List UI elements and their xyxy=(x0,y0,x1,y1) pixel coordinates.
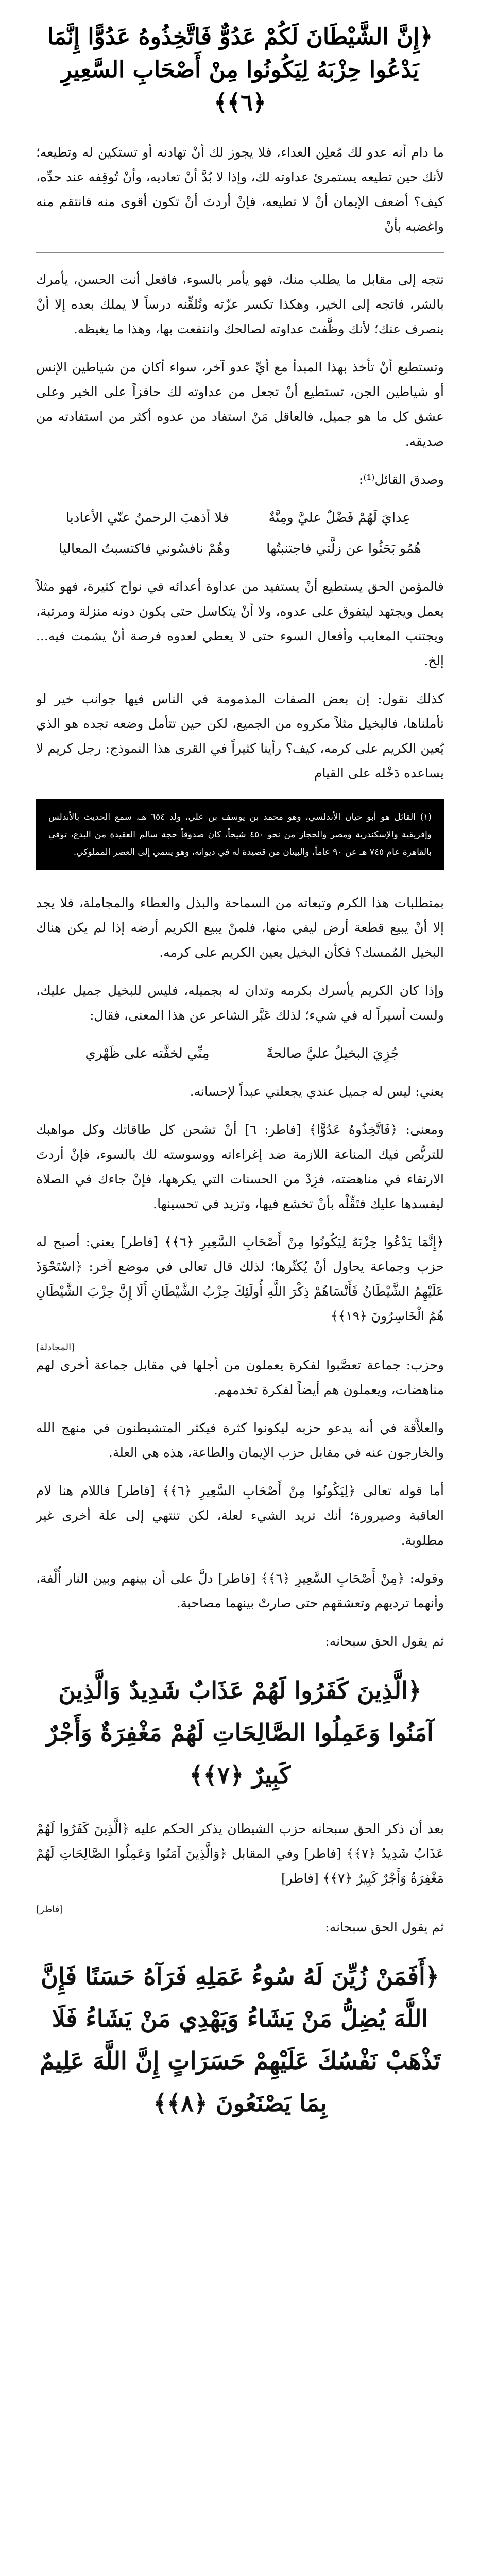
paragraph: ﴿إِنَّمَا يَدْعُوا حِزْبَهُ لِيَكُونُوا مِنْ أَصْحَابِ السَّعِيرِ ﴿٦﴾﴾ [فاطر] يعني: أصبح له حزب وجماعة يحاول أنْ يُكثّرها؛ لذلك قال تعالى في موضع آخر: ﴿اسْتَحْوَذَ عَلَيْهِمُ الشَّيْطَانُ فَأَنْسَاهُمْ ذِكْرَ اللَّهِ أُولَئِكَ حِزْبُ الشَّيْطَانِ أَلَا إِنَّ حِزْبَ الشَّيْطَانِ هُمُ الْخَاسِرُونَ ﴿١٩﴾﴾ xyxy=(36,1234,444,1324)
hemistich: هُمُو بَحَثُوا عن زلَّتي فاجتنبتُها xyxy=(266,541,421,556)
paragraph: كذلك نقول: إن بعض الصفات المذمومة في الناس فيها جوانب خير لو تأملناها، فالبخيل مثلاً مكروه من الجميع، لكن حين تتأمل وضعه تجده هو الذي يُعين الكريم على كرمه، كيف؟ رأينا كثيراً في القرى هذا النموذج: رجل كريم لا يساعده دَخْله على القيام xyxy=(36,691,444,781)
paragraph: ومعنى: ﴿فَاتَّخِذُوهُ عَدُوًّا﴾ [فاطر: ٦] أنْ تشحن كل طاقاتك وكل مواهبك للتربُّص فيك المناعة اللازمة ضد إغراءاته ووسوسته لك بالسوء، فإنْ أردتَ الارتقاء في مناهضته، فزِدْ من الحسنات التي يكرهها، فإنْ جاءك في الصلاة ليفسدها عليك فتَقِّلْه بأنْ تخشع فيها، وتزيد في تحسينها. xyxy=(36,1122,444,1211)
verse-block: ﴿الَّذِينَ كَفَرُوا لَهُمْ عَذَابٌ شَدِيدٌ وَالَّذِينَ آمَنُوا وَعَمِلُوا الصَّالِحَاتِ لَهُمْ مَغْفِرَةٌ وَأَجْرٌ كَبِيرٌ ﴿٧﴾﴾ xyxy=(46,1676,434,1789)
reference-fatir: [فاطر] xyxy=(36,1904,63,1915)
hemistich: وهُمْ نافسُوني فاكتسبتُ المعاليا xyxy=(59,541,231,556)
reference-mujadala: [المجادلة] xyxy=(36,1342,75,1353)
footnote: (١) القائل هو أبو حيان الأندلسي، وهو محمد بن يوسف بن علي، ولد ٦٥٤ هـ، سمع الحديث بالأندلس وإفريقية والإسكندرية ومصر والحجاز من نحو ٤٥٠ شيخاً، كان صدوقاً حجة سالم العقيدة من البدع، توفي بالقاهرة عام ٧٤٥ هـ عن ٩٠ عاماً، والبيتان من قصيدة له في ديوانه، وهو ينتمي إلى العصر المملوكي. xyxy=(36,799,444,870)
hemistich: فلا أذهبَ الرحمنُ عنّي الأعاديا xyxy=(65,510,229,526)
poem xyxy=(36,505,444,561)
poem-line xyxy=(59,536,421,561)
poem xyxy=(36,1041,444,1066)
paragraph: يعني: ليس له جميل عندي يجعلني عبداً لإحسانه. xyxy=(190,1084,444,1099)
paragraph: فالمؤمن الحق يستطيع أنْ يستفيد من عداوة أعدائه في نواح كثيرة، فهو مثلاً يعمل ويجتهد ليتفوق على عدوه، ولا أنْ يتكاسل حتى يكون دونه منزلة ومرتبة، ويجتنب المعايب وأفعال السوء حتى لا يعطي لعدوه فرصة أنْ يشمت فيه... إلخ. xyxy=(36,579,444,668)
verse-header: ﴿إِنَّ الشَّيْطَانَ لَكُمْ عَدُوٌّ فَاتَّخِذُوهُ عَدُوًّا إِنَّمَا يَدْعُوا حِزْبَهُ لِيَكُونُوا مِنْ أَصْحَابِ السَّعِيرِ ﴿٦﴾﴾ xyxy=(47,24,433,116)
divider xyxy=(36,252,444,253)
poem-line xyxy=(66,505,415,530)
verse-block: ﴿أَفَمَنْ زُيِّنَ لَهُ سُوءُ عَمَلِهِ فَرَآهُ حَسَنًا فَإِنَّ اللَّهَ يُضِلُّ مَنْ يَشَاءُ وَيَهْدِي مَنْ يَشَاءُ فَلَا تَذْهَبْ نَفْسُكَ عَلَيْهِمْ حَسَرَاتٍ إِنَّ اللَّهَ عَلِيمٌ بِمَا يَصْنَعُونَ ﴿٨﴾﴾ xyxy=(39,1962,441,2117)
paragraph: أما قوله تعالى ﴿لِيَكُونُوا مِنْ أَصْحَابِ السَّعِيرِ ﴿٦﴾﴾ [فاطر] فاللام هنا لام العاقبة وصيرورة؛ أنك تريد الشيء لعلة، لكن تنتهي إلى علة أخرى غير مطلوبة. xyxy=(36,1483,444,1548)
paragraph: وتستطيع أنْ تأخذ بهذا المبدأ مع أيِّ عدو آخر، سواء أكان من شياطين الإنس أو شياطين الجن، تستطيع أنْ تجعل من عداوته لك حافزاً على الخير وعلى عشق كل ما هو جميل، فالعاقل مَنْ استفاد من عدوه أكثر من استفادته من صديقه. xyxy=(36,360,444,449)
poem-line xyxy=(73,1041,407,1066)
paragraph: وصدق القائل⁽¹⁾: xyxy=(358,472,444,487)
paragraph: وقوله: ﴿مِنْ أَصْحَابِ السَّعِيرِ ﴿٦﴾﴾ [فاطر] دلَّ على أن بينهم وبين النار أُلْفة، وأنهما ترديهم وتعشقهم حتى صارتْ بينهما مصاحبة. xyxy=(36,1571,444,1611)
paragraph: والعلاَّقة في أنه يدعو حزبه ليكونوا كثرة فيكثر المتشيطنون في منهج الله والخارجون عنه في مقابل حزب الإيمان والطاعة، هذه هي العلة. xyxy=(36,1420,444,1460)
paragraph: بعد أن ذكر الحق سبحانه حزب الشيطان يذكر الحكم عليه ﴿الَّذِينَ كَفَرُوا لَهُمْ عَذَابٌ شَدِيدٌ ﴿٧﴾﴾ [فاطر] وفي المقابل ﴿وَالَّذِينَ آمَنُوا وَعَمِلُوا الصَّالِحَاتِ لَهُمْ مَغْفِرَةٌ وَأَجْرٌ كَبِيرٌ ﴿٧﴾﴾ [فاطر] xyxy=(36,1821,444,1886)
hemistich: جُزِيَ البخيلُ عليَّ صالحةً xyxy=(266,1046,399,1061)
paragraph: ثم يقول الحق سبحانه: xyxy=(325,1920,444,1935)
paragraph: تتجه إلى مقابل ما يطلب منك، فهو يأمر بالسوء، فافعل أنت الحسن، يأمرك بالشر، فاتجه إلى الخير، وهكذا تكسر عزّته وتُلقِّنه درساً لا يملك بعده إلا أنْ ينصرف عنك؛ لأنك وظَّفتَ عداوته لصالحك وانتفعت بها، وهذا ما يغيظه. xyxy=(36,272,444,336)
paragraph: وإذا كان الكريم يأسرك بكرمه وتدان له بجميله، فليس للبخيل جميل عليك، ولست أسيراً له في شيء؛ لذلك عَبَّر الشاعر عن هذا المعنى، فقال: xyxy=(36,983,444,1023)
paragraph: بمتطلبات هذا الكرم وتبعاته من السماحة والبذل والعطاء والمجاملة، فلا يجد إلا أنْ يبيع قطعة أرض ليفي منها، فلمنْ يبيع الكريم أرضه إذا لم يكن هناك البخيل المُمسك؟ فكأن البخيل يعين الكريم على كرمه. xyxy=(36,895,444,960)
hemistich: مِنِّي لخفَّته على ظَهْري xyxy=(85,1046,210,1061)
paragraph: ما دام أنه عدو لك مُعلِن العداء، فلا يجوز لك أنْ تهادنه أو تستكين له وتطيعه؛ لأنك حين تطيعه يستمرئ عداوته لك، وإذا لا بُدَّ أنْ تعاديه، وأنْ تُوقِفه عند حدِّه، كيف؟ أضعف الإيمان أنْ لا تطيعه، فإنْ أردتَ أنْ تكون أقوى منه فانتقم منه واغضبه بأنْ xyxy=(36,145,444,234)
paragraph: وحزب: جماعة تعصَّبوا لفكرة يعملون من أجلها في مقابل جماعة أخرى لهم مناهضات، ويعملون هم أيضاً لفكرة تخدمهم. xyxy=(36,1358,444,1397)
hemistich: عِدايَ لَهُمْ فَضْلٌ عليَّ ومِنَّةٌ xyxy=(268,510,411,526)
paragraph: ثم يقول الحق سبحانه: xyxy=(325,1634,444,1649)
